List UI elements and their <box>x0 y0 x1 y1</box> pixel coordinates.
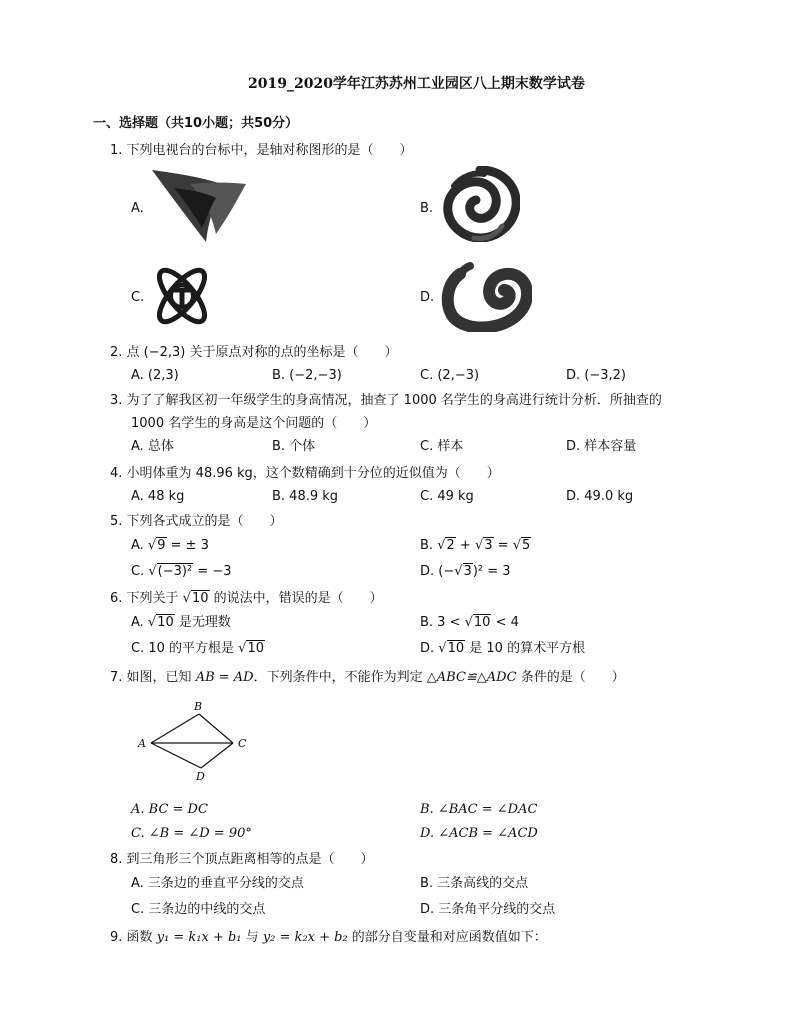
q6-option-d: D. √10 是 10 的算术平方根 <box>420 641 586 656</box>
question-3-stem-line1: 3. 为了了解我区初一年级学生的身高情况，抽查了 1000 名学生的身高进行统计分析．所抽查的 <box>110 393 662 408</box>
segment-ab <box>151 714 199 743</box>
q8-option-d: D. 三条角平分线的交点 <box>420 902 556 917</box>
question-4-stem: 4. 小明体重为 48.96 kg，这个数精确到十分位的近似值为（ ） <box>110 466 500 481</box>
q2-option-a: A. (2,3) <box>131 368 179 383</box>
q3-option-d: D. 样本容量 <box>566 439 637 454</box>
q5-option-b: B. √2 + √3 = √5 <box>420 538 531 553</box>
q6-option-c: C. 10 的平方根是 √10 <box>131 641 264 656</box>
q4-option-a: A. 48 kg <box>131 489 185 504</box>
q4-option-b: B. 48.9 kg <box>272 489 339 504</box>
q8-option-b: B. 三条高线的交点 <box>420 876 529 891</box>
question-8-stem: 8. 到三角形三个顶点距离相等的点是（ ） <box>110 852 374 867</box>
segment-da <box>151 743 201 768</box>
q8-option-a: A. 三条边的垂直平分线的交点 <box>131 876 304 891</box>
q3-option-a: A. 总体 <box>131 439 174 454</box>
q7-option-d: D. ∠ACB = ∠ACD <box>420 826 538 841</box>
q2-option-c: C. (2,−3) <box>420 368 480 383</box>
q5-option-a: A. √9 = ± 3 <box>131 538 209 553</box>
q8-option-c: C. 三条边的中线的交点 <box>131 902 266 917</box>
tv-logo-b-icon <box>440 166 520 242</box>
q1-option-a-label: A. <box>131 201 144 216</box>
segment-bc <box>199 714 233 743</box>
question-3-stem-line2: 1000 名学生的身高是这个问题的（ ） <box>131 416 377 431</box>
question-6-stem: 6. 下列关于 √10 的说法中，错误的是（ ） <box>110 591 383 606</box>
q1-option-d-label: D. <box>420 290 435 305</box>
q6-option-a: A. √10 是无理数 <box>131 615 231 630</box>
q7-option-a: A. BC = DC <box>131 802 208 817</box>
q5-option-c: C. √(−3)² = −3 <box>131 564 232 579</box>
question-7-stem: 7. 如图，已知 AB = AD．下列条件中，不能作为判定 △ABC≌△ADC 条件的是（ ） <box>110 670 625 685</box>
q6-option-b: B. 3 < √10 < 4 <box>420 615 519 630</box>
question-5-stem: 5. 下列各式成立的是（ ） <box>110 514 283 529</box>
q2-option-d: D. (−3,2) <box>566 368 626 383</box>
page-title: 2019_2020学年江苏苏州工业园区八上期末数学试卷 <box>248 76 585 92</box>
vertex-label-c: C <box>238 737 247 750</box>
segment-cd <box>201 743 233 768</box>
tv-logo-c-icon <box>148 260 216 332</box>
q7-option-b: B. ∠BAC = ∠DAC <box>420 802 538 817</box>
question-1-stem: 1. 下列电视台的台标中，是轴对称图形的是（ ） <box>110 143 413 158</box>
section-heading: 一、选择题（共10小题；共50分） <box>93 116 299 131</box>
q3-option-b: B. 个体 <box>272 439 316 454</box>
q7-kite-figure <box>135 700 255 786</box>
q7-option-c: C. ∠B = ∠D = 90° <box>131 826 252 841</box>
question-2-stem: 2. 点 (−2,3) 关于原点对称的点的坐标是（ ） <box>110 345 398 360</box>
tv-logo-d-icon <box>440 260 532 332</box>
q1-option-c-label: C. <box>131 290 145 305</box>
q4-option-c: C. 49 kg <box>420 489 474 504</box>
vertex-label-b: B <box>194 700 203 713</box>
vertex-label-d: D <box>196 770 205 783</box>
q2-option-b: B. (−2,−3) <box>272 368 342 383</box>
tv-logo-a-icon <box>150 168 250 244</box>
q1-option-b-label: B. <box>420 201 434 216</box>
q5-option-d: D. (−√3)² = 3 <box>420 564 511 579</box>
q3-option-c: C. 样本 <box>420 439 464 454</box>
question-9-stem: 9. 函数 y₁ = k₁x + b₁ 与 y₂ = k₂x + b₂ 的部分自变量和对应函数值如下： <box>110 930 547 945</box>
vertex-label-a: A <box>138 737 146 750</box>
q4-option-d: D. 49.0 kg <box>566 489 634 504</box>
